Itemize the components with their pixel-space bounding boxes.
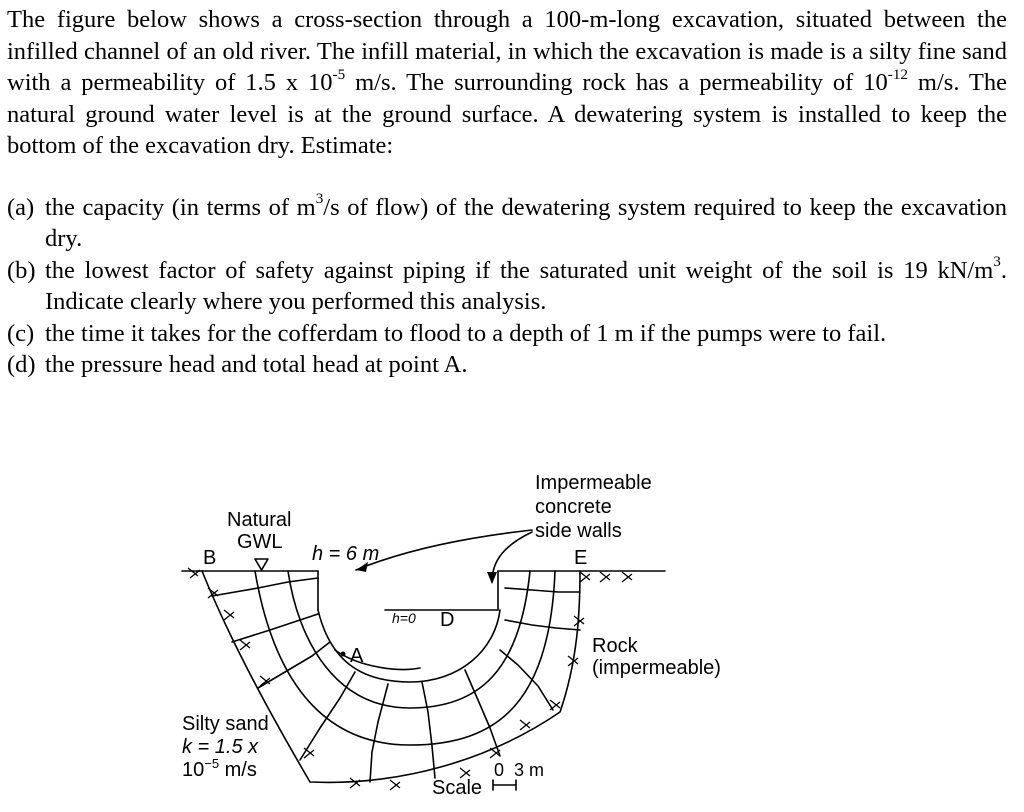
- label-h0: h=0: [392, 610, 416, 626]
- question-c-text: the time it takes for the cofferdam to flood to a depth of 1 m if the pumps were to fail.: [45, 319, 887, 347]
- intro-text-3: m/s. The natural ground water level is at the ground surface. A dewatering system is installed to keep the bottom of the excavation dry. Estimate:: [7, 69, 1008, 159]
- k-base: 10: [182, 759, 205, 781]
- equipotential-8: [500, 650, 553, 710]
- problem-intro: [7, 4, 1007, 162]
- question-b-label: (b): [7, 256, 36, 284]
- equipotential-6: [422, 682, 435, 778]
- qb-t1: the lowest factor of safety against piping if the saturated unit weight of the soil is 19 kN/m: [45, 256, 994, 284]
- equipotential-5: [370, 684, 388, 782]
- intro-text-1: The figure below shows a cross-section through a 100-m-long excavation, situated between the infilled channel of an old river. The infill material, in which the excavation is made is a silty fine sand with a permeability of 1.5 x 10: [7, 6, 1007, 96]
- label-rock-impermeable: (impermeable): [592, 657, 721, 679]
- equipotential-1: [212, 578, 318, 596]
- label-scale: Scale: [432, 777, 483, 799]
- flow-net-figure: [160, 460, 760, 805]
- flow-line-4: [335, 650, 420, 669]
- equipotential-10: [505, 588, 580, 592]
- question-b: [7, 255, 1007, 318]
- qa-exp: 3: [315, 190, 324, 208]
- label-silty-sand: Silty sand: [182, 713, 269, 735]
- label-rock: Rock: [592, 635, 638, 657]
- problem-statement: [7, 4, 1007, 381]
- label-scale-numbers: 0 3 m: [494, 760, 545, 780]
- scale-bar: [493, 780, 516, 790]
- question-a: [7, 192, 1007, 255]
- question-a-text: [45, 192, 1007, 255]
- equipotential-4: [300, 672, 355, 760]
- label-a: A: [350, 645, 364, 667]
- pointer-arrow-right-head: [487, 572, 497, 584]
- label-gwl: GWL: [237, 531, 283, 553]
- equipotential-2: [232, 614, 318, 642]
- label-impermeable: Impermeable: [535, 472, 652, 494]
- label-natural: Natural: [227, 509, 292, 531]
- label-e: E: [574, 547, 588, 569]
- label-k-units: [182, 756, 257, 781]
- k-unit: m/s: [219, 759, 257, 781]
- qa-t2: /s of flow) of the dewatering system required to keep the excavation dry.: [45, 193, 1008, 252]
- point-a-dot: [341, 652, 346, 657]
- equipotential-9: [505, 620, 580, 630]
- flow-line-2: [288, 571, 530, 708]
- intro-exp-1: -5: [332, 65, 346, 83]
- label-side-walls: side walls: [535, 520, 622, 542]
- question-c: [7, 318, 1007, 350]
- question-d-text: the pressure head and total head at point A.: [45, 351, 468, 378]
- label-k: k = 1.5 x: [182, 736, 259, 758]
- qa-t1: the capacity (in terms of m: [45, 193, 316, 221]
- question-c-label: (c): [7, 319, 35, 347]
- question-b-text: [45, 255, 1007, 318]
- label-b: B: [203, 547, 217, 569]
- channel-boundary: [202, 571, 580, 782]
- label-concrete: concrete: [535, 496, 612, 518]
- label-h6: h = 6 m: [312, 543, 380, 565]
- qb-t2: . Indicate clearly where you performed this analysis.: [45, 256, 1007, 315]
- intro-exp-2: -12: [887, 65, 909, 83]
- gwl-triangle: [255, 559, 268, 570]
- question-a-label: (a): [7, 193, 35, 221]
- question-d: [7, 349, 1007, 381]
- qb-exp: 3: [993, 253, 1001, 271]
- intro-text-2: m/s. The surrounding rock has a permeability of 10: [345, 69, 888, 96]
- question-d-label: (d): [7, 351, 36, 378]
- k-exp: −5: [204, 756, 220, 771]
- label-d: D: [440, 609, 455, 631]
- equipotential-7: [465, 670, 500, 756]
